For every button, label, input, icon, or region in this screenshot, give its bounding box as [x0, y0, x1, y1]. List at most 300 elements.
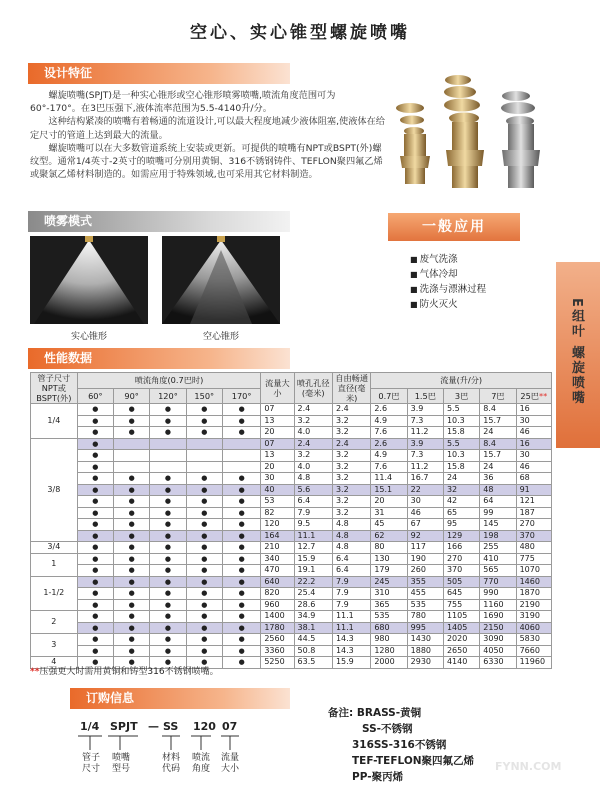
- table-row: [31, 553, 552, 565]
- flow-size-cell: 120: [261, 519, 294, 531]
- flow-rate-cell: 535: [407, 599, 443, 611]
- availability-dot-icon: ●: [238, 612, 245, 620]
- flow-rate-cell: 370: [443, 565, 479, 577]
- angle-availability-cell: [150, 599, 186, 611]
- angle-availability-cell: [222, 553, 260, 565]
- angle-availability-cell: [150, 427, 186, 439]
- performance-table-body: [31, 404, 552, 669]
- angle-availability-cell: [150, 450, 186, 462]
- flow-rate-cell: 64: [480, 496, 516, 508]
- application-item: ■ 防火灭火: [410, 297, 486, 312]
- availability-dot-icon: ●: [92, 497, 99, 505]
- flow-rate-cell: 22: [407, 484, 443, 496]
- availability-dot-icon: ●: [128, 543, 135, 551]
- angle-availability-cell: [186, 542, 222, 554]
- flow-rate-cell: 15.7: [480, 415, 516, 427]
- orifice-cell: 63.5: [294, 657, 332, 669]
- table-row: [31, 450, 552, 462]
- flow-rate-cell: 780: [407, 611, 443, 623]
- flow-rate-cell: 270: [516, 519, 551, 531]
- availability-dot-icon: ●: [128, 485, 135, 494]
- angle-availability-cell: [77, 507, 113, 519]
- angle-availability-cell: [114, 427, 150, 439]
- flow-rate-cell: 24: [480, 461, 516, 473]
- angle-availability-cell: [150, 542, 186, 554]
- flow-rate-cell: 6330: [480, 657, 516, 669]
- free-passage-cell: 3.2: [332, 496, 370, 508]
- flow-size-cell: 20: [261, 461, 294, 473]
- angle-availability-cell: [77, 530, 113, 542]
- flow-rate-cell: 24: [480, 427, 516, 439]
- flow-size-cell: 640: [261, 576, 294, 588]
- free-passage-cell: 2.4: [332, 438, 370, 450]
- flow-rate-cell: 535: [371, 611, 407, 623]
- flow-size-cell: 1780: [261, 622, 294, 634]
- spray-photo-hollow: [162, 236, 280, 324]
- flow-rate-cell: 3190: [516, 611, 551, 623]
- flow-size-cell: 470: [261, 565, 294, 577]
- steel-nozzle-right: [501, 91, 540, 188]
- flow-rate-cell: 1280: [371, 645, 407, 657]
- flow-rate-cell: 260: [407, 565, 443, 577]
- flow-rate-cell: 4140: [443, 657, 479, 669]
- availability-dot-icon: ●: [164, 474, 172, 482]
- table-row: [31, 496, 552, 508]
- angle-availability-cell: [150, 588, 186, 600]
- angle-availability-cell: [186, 611, 222, 623]
- flow-rate-cell: 7.3: [407, 450, 443, 462]
- spray-caption-solid: 实心锥形: [70, 332, 107, 342]
- flow-rate-cell: 4060: [516, 622, 551, 634]
- flow-rate-cell: 5.5: [443, 404, 479, 416]
- flow-rate-cell: 3.9: [407, 438, 443, 450]
- angle-availability-cell: [114, 461, 150, 473]
- free-passage-cell: 2.4: [332, 404, 370, 416]
- table-row: [31, 427, 552, 439]
- application-header: 一般应用: [388, 213, 520, 241]
- order-label-angle: 喷流角度: [191, 753, 210, 774]
- flow-rate-cell: 2650: [443, 645, 479, 657]
- flow-rate-cell: 46: [516, 461, 551, 473]
- angle-availability-cell: [186, 634, 222, 646]
- angle-availability-cell: [150, 461, 186, 473]
- angle-availability-cell: [114, 530, 150, 542]
- angle-availability-cell: [77, 427, 113, 439]
- flow-rate-cell: 990: [480, 588, 516, 600]
- flow-rate-cell: 68: [516, 473, 551, 485]
- angle-availability-cell: [114, 473, 150, 485]
- availability-dot-icon: ●: [128, 416, 135, 425]
- flow-size-cell: 40: [261, 484, 294, 496]
- angle-availability-cell: [222, 461, 260, 473]
- angle-availability-cell: [222, 404, 260, 416]
- flow-rate-cell: 8.4: [480, 404, 516, 416]
- flow-rate-cell: 1070: [516, 565, 551, 577]
- pipe-size-cell: 1: [31, 553, 78, 576]
- angle-availability-cell: [77, 542, 113, 554]
- flow-rate-cell: 11960: [516, 657, 551, 669]
- col-spray-angle: 喷流角度(0.7巴时): [77, 373, 261, 389]
- flow-rate-cell: 121: [516, 496, 551, 508]
- availability-dot-icon: ●: [238, 554, 245, 563]
- pipe-size-cell: 3: [31, 634, 78, 657]
- free-passage-cell: 11.1: [332, 611, 370, 623]
- availability-dot-icon: ●: [92, 566, 99, 574]
- flow-rate-cell: 1690: [480, 611, 516, 623]
- angle-availability-cell: [186, 415, 222, 427]
- flow-rate-cell: 15.7: [480, 450, 516, 462]
- flow-rate-cell: 775: [516, 553, 551, 565]
- availability-dot-icon: ●: [164, 485, 172, 494]
- angle-availability-cell: [150, 645, 186, 657]
- availability-dot-icon: ●: [128, 612, 135, 620]
- availability-dot-icon: ●: [92, 543, 99, 551]
- angle-availability-cell: [77, 496, 113, 508]
- angle-availability-cell: [150, 438, 186, 450]
- flow-size-cell: 2560: [261, 634, 294, 646]
- design-paragraph-3: 螺旋喷嘴可以在大多数管道系统上安装或更新。可提供的喷嘴有NPT或BSPT(外)螺纹型。通常1/4英寸-2英寸的喷嘴可分别用黄铜、316不锈钢铸件、TEFLON聚四氟乙烯或聚氯乙烯材料制造的。如需应用于特殊领域,也可采用其它材料制造。: [30, 142, 383, 181]
- angle-availability-cell: [114, 565, 150, 577]
- flow-rate-cell: 1870: [516, 588, 551, 600]
- flow-rate-cell: 45: [371, 519, 407, 531]
- angle-availability-cell: [186, 484, 222, 496]
- pipe-size-cell: 3/8: [31, 438, 78, 542]
- flow-rate-cell: 270: [443, 553, 479, 565]
- order-label-size: 管子尺寸: [81, 753, 100, 774]
- flow-rate-cell: 7.6: [371, 427, 407, 439]
- table-row: [31, 542, 552, 554]
- angle-availability-cell: [186, 473, 222, 485]
- availability-dot-icon: ●: [164, 428, 172, 436]
- spray-caption-hollow: 空心锥形: [202, 332, 239, 342]
- availability-dot-icon: ●: [92, 474, 99, 482]
- flow-rate-cell: 310: [371, 588, 407, 600]
- free-passage-cell: 7.9: [332, 599, 370, 611]
- flow-rate-cell: 11.4: [371, 473, 407, 485]
- order-code-angle: 120: [193, 720, 216, 733]
- remark-title: 备注:: [328, 707, 354, 719]
- flow-rate-cell: 67: [407, 519, 443, 531]
- flow-rate-cell: 145: [480, 519, 516, 531]
- availability-dot-icon: ●: [201, 566, 208, 574]
- angle-availability-cell: [222, 415, 260, 427]
- angle-availability-cell: [77, 599, 113, 611]
- orifice-cell: 3.2: [294, 415, 332, 427]
- availability-dot-icon: ●: [128, 658, 135, 666]
- availability-dot-icon: ●: [164, 497, 172, 505]
- flow-rate-cell: 2020: [443, 634, 479, 646]
- angle-availability-cell: [222, 634, 260, 646]
- flow-rate-cell: 2000: [371, 657, 407, 669]
- angle-availability-cell: [150, 565, 186, 577]
- availability-dot-icon: ●: [238, 520, 245, 528]
- flow-rate-cell: 3.9: [407, 404, 443, 416]
- availability-dot-icon: ●: [164, 566, 172, 574]
- angle-availability-cell: [114, 415, 150, 427]
- brass-nozzle-left: [396, 103, 430, 184]
- angle-availability-cell: [222, 519, 260, 531]
- application-list: [410, 252, 486, 312]
- availability-dot-icon: ●: [201, 508, 208, 517]
- angle-header: 90°: [114, 388, 150, 404]
- availability-dot-icon: ●: [92, 416, 99, 425]
- angle-availability-cell: [77, 634, 113, 646]
- flow-rate-cell: 4050: [480, 645, 516, 657]
- availability-dot-icon: ●: [238, 485, 245, 494]
- flow-rate-cell: 10.3: [443, 415, 479, 427]
- spray-photo-solid: [30, 236, 148, 324]
- availability-dot-icon: ●: [238, 566, 245, 574]
- angle-availability-cell: [150, 507, 186, 519]
- availability-dot-icon: ●: [238, 600, 245, 609]
- brass-nozzle-center: [444, 75, 484, 188]
- flow-size-cell: 53: [261, 496, 294, 508]
- availability-dot-icon: ●: [128, 554, 135, 563]
- angle-availability-cell: [114, 553, 150, 565]
- table-row: [31, 438, 552, 450]
- angle-availability-cell: [150, 553, 186, 565]
- angle-availability-cell: [150, 496, 186, 508]
- free-passage-cell: 3.2: [332, 450, 370, 462]
- availability-dot-icon: ●: [128, 474, 135, 482]
- flow-rate-cell: 370: [516, 530, 551, 542]
- table-row: [31, 599, 552, 611]
- flow-rate-cell: 10.3: [443, 450, 479, 462]
- free-passage-cell: 4.8: [332, 530, 370, 542]
- order-label-material: 材料代码: [161, 753, 180, 774]
- flow-rate-cell: 36: [480, 473, 516, 485]
- availability-dot-icon: ●: [128, 623, 135, 632]
- angle-availability-cell: [114, 622, 150, 634]
- pressure-header: 3巴: [443, 388, 479, 404]
- orifice-cell: 4.8: [294, 473, 332, 485]
- flow-rate-cell: 645: [443, 588, 479, 600]
- availability-dot-icon: ●: [201, 543, 208, 551]
- flow-rate-cell: 410: [480, 553, 516, 565]
- table-row: [31, 530, 552, 542]
- remark-line-1: [328, 705, 474, 721]
- availability-dot-icon: ●: [164, 531, 172, 540]
- availability-dot-icon: ●: [201, 623, 208, 632]
- order-code-material: SS: [163, 720, 179, 733]
- availability-dot-icon: ●: [128, 589, 135, 597]
- angle-availability-cell: [222, 484, 260, 496]
- angle-availability-cell: [186, 496, 222, 508]
- availability-dot-icon: ●: [128, 635, 135, 643]
- table-row: [31, 473, 552, 485]
- table-row: [31, 576, 552, 588]
- angle-availability-cell: [222, 496, 260, 508]
- angle-availability-cell: [150, 576, 186, 588]
- availability-dot-icon: ●: [164, 543, 172, 551]
- orifice-cell: 2.4: [294, 404, 332, 416]
- flow-rate-cell: 46: [407, 507, 443, 519]
- availability-dot-icon: ●: [92, 439, 99, 448]
- availability-dot-icon: ●: [92, 485, 99, 494]
- flow-rate-cell: 355: [407, 576, 443, 588]
- flow-rate-cell: 99: [480, 507, 516, 519]
- free-passage-cell: 3.2: [332, 415, 370, 427]
- angle-availability-cell: [114, 519, 150, 531]
- pressure-header: 7巴: [480, 388, 516, 404]
- flow-rate-cell: 245: [371, 576, 407, 588]
- flow-rate-cell: 4.9: [371, 415, 407, 427]
- pipe-size-cell: 1/4: [31, 404, 78, 439]
- angle-availability-cell: [150, 611, 186, 623]
- side-category-tab: [556, 262, 600, 448]
- orifice-cell: 25.4: [294, 588, 332, 600]
- angle-availability-cell: [186, 553, 222, 565]
- availability-dot-icon: ●: [201, 428, 208, 436]
- angle-availability-cell: [222, 565, 260, 577]
- availability-dot-icon: ●: [238, 543, 245, 551]
- flow-rate-cell: 5830: [516, 634, 551, 646]
- table-row: [31, 588, 552, 600]
- flow-rate-cell: 198: [480, 530, 516, 542]
- flow-rate-cell: 16: [516, 438, 551, 450]
- flow-rate-cell: 1160: [480, 599, 516, 611]
- angle-availability-cell: [77, 519, 113, 531]
- flow-size-cell: 07: [261, 438, 294, 450]
- pipe-size-cell: 1-1/2: [31, 576, 78, 611]
- table-row: [31, 611, 552, 623]
- order-label-model: 喷嘴型号: [111, 753, 130, 774]
- availability-dot-icon: ●: [128, 405, 135, 413]
- availability-dot-icon: ●: [238, 646, 245, 655]
- flow-rate-cell: 190: [407, 553, 443, 565]
- flow-rate-cell: 46: [516, 427, 551, 439]
- flow-rate-cell: 2.6: [371, 404, 407, 416]
- angle-availability-cell: [150, 473, 186, 485]
- flow-rate-cell: 16.7: [407, 473, 443, 485]
- free-passage-cell: 3.2: [332, 461, 370, 473]
- availability-dot-icon: ●: [92, 658, 99, 666]
- flow-size-cell: 82: [261, 507, 294, 519]
- availability-dot-icon: ●: [164, 416, 172, 425]
- angle-availability-cell: [77, 576, 113, 588]
- availability-dot-icon: ●: [128, 646, 135, 655]
- availability-dot-icon: ●: [128, 531, 135, 540]
- availability-dot-icon: ●: [238, 405, 245, 413]
- angle-availability-cell: [77, 588, 113, 600]
- free-passage-cell: 14.3: [332, 634, 370, 646]
- angle-availability-cell: [222, 473, 260, 485]
- remark-item: TEF-TEFLON聚四氟乙烯: [352, 755, 475, 767]
- availability-dot-icon: ●: [92, 612, 99, 620]
- availability-dot-icon: ●: [92, 577, 99, 586]
- pressure-star: **: [539, 390, 548, 401]
- angle-availability-cell: [114, 496, 150, 508]
- availability-dot-icon: ●: [128, 508, 135, 517]
- flow-rate-cell: 24: [443, 473, 479, 485]
- angle-availability-cell: [114, 611, 150, 623]
- angle-availability-cell: [186, 519, 222, 531]
- availability-dot-icon: ●: [92, 520, 99, 528]
- order-code-connectors: [76, 734, 256, 752]
- availability-dot-icon: ●: [201, 554, 208, 563]
- availability-dot-icon: ●: [238, 497, 245, 505]
- flow-rate-cell: 7.3: [407, 415, 443, 427]
- design-header: 设计特征: [28, 63, 290, 84]
- flow-size-cell: 07: [261, 404, 294, 416]
- order-code-dash: —: [148, 720, 159, 733]
- angle-availability-cell: [186, 588, 222, 600]
- flow-rate-cell: 980: [371, 634, 407, 646]
- angle-availability-cell: [150, 415, 186, 427]
- availability-dot-icon: ●: [92, 635, 99, 643]
- flow-rate-cell: 1430: [407, 634, 443, 646]
- angle-availability-cell: [222, 542, 260, 554]
- application-item: ■ 废气洗涤: [410, 252, 486, 267]
- angle-availability-cell: [150, 622, 186, 634]
- flow-size-cell: 960: [261, 599, 294, 611]
- free-passage-cell: 6.4: [332, 565, 370, 577]
- flow-size-cell: 3360: [261, 645, 294, 657]
- angle-availability-cell: [186, 599, 222, 611]
- angle-availability-cell: [114, 576, 150, 588]
- angle-availability-cell: [77, 415, 113, 427]
- availability-dot-icon: ●: [128, 520, 135, 528]
- availability-dot-icon: ●: [164, 554, 172, 563]
- flow-rate-cell: 7.6: [371, 461, 407, 473]
- angle-availability-cell: [222, 507, 260, 519]
- availability-dot-icon: ●: [238, 531, 245, 540]
- availability-dot-icon: ●: [128, 497, 135, 505]
- angle-availability-cell: [186, 438, 222, 450]
- flow-rate-cell: 3090: [480, 634, 516, 646]
- angle-availability-cell: [186, 461, 222, 473]
- orifice-cell: 22.2: [294, 576, 332, 588]
- availability-dot-icon: ●: [92, 428, 99, 436]
- flow-size-cell: 13: [261, 415, 294, 427]
- availability-dot-icon: ●: [92, 589, 99, 597]
- availability-dot-icon: ●: [238, 428, 245, 436]
- availability-dot-icon: ●: [164, 646, 172, 655]
- flow-rate-cell: 48: [480, 484, 516, 496]
- availability-dot-icon: ●: [164, 589, 172, 597]
- availability-dot-icon: ●: [201, 646, 208, 655]
- order-header: 订购信息: [70, 688, 290, 709]
- availability-dot-icon: ●: [238, 508, 245, 517]
- flow-rate-cell: 42: [443, 496, 479, 508]
- flow-rate-cell: 480: [516, 542, 551, 554]
- availability-dot-icon: ●: [201, 520, 208, 528]
- free-passage-cell: 15.9: [332, 657, 370, 669]
- pressure-header: 1.5巴: [407, 388, 443, 404]
- availability-dot-icon: ●: [201, 531, 208, 540]
- availability-dot-icon: ●: [201, 600, 208, 609]
- availability-dot-icon: ●: [164, 600, 172, 609]
- angle-availability-cell: [77, 438, 113, 450]
- flow-rate-cell: 91: [516, 484, 551, 496]
- orifice-cell: 50.8: [294, 645, 332, 657]
- flow-rate-cell: 2190: [516, 599, 551, 611]
- availability-dot-icon: ●: [92, 405, 99, 413]
- performance-header: 性能数据: [28, 348, 290, 369]
- availability-dot-icon: ●: [201, 589, 208, 597]
- flow-rate-cell: 62: [371, 530, 407, 542]
- angle-availability-cell: [222, 530, 260, 542]
- availability-dot-icon: ●: [164, 612, 172, 620]
- material-remarks: [328, 705, 474, 785]
- flow-size-cell: 13: [261, 450, 294, 462]
- angle-availability-cell: [114, 634, 150, 646]
- angle-availability-cell: [114, 450, 150, 462]
- free-passage-cell: 7.9: [332, 588, 370, 600]
- flow-rate-cell: 505: [443, 576, 479, 588]
- availability-dot-icon: ●: [201, 405, 208, 413]
- availability-dot-icon: ●: [238, 474, 245, 482]
